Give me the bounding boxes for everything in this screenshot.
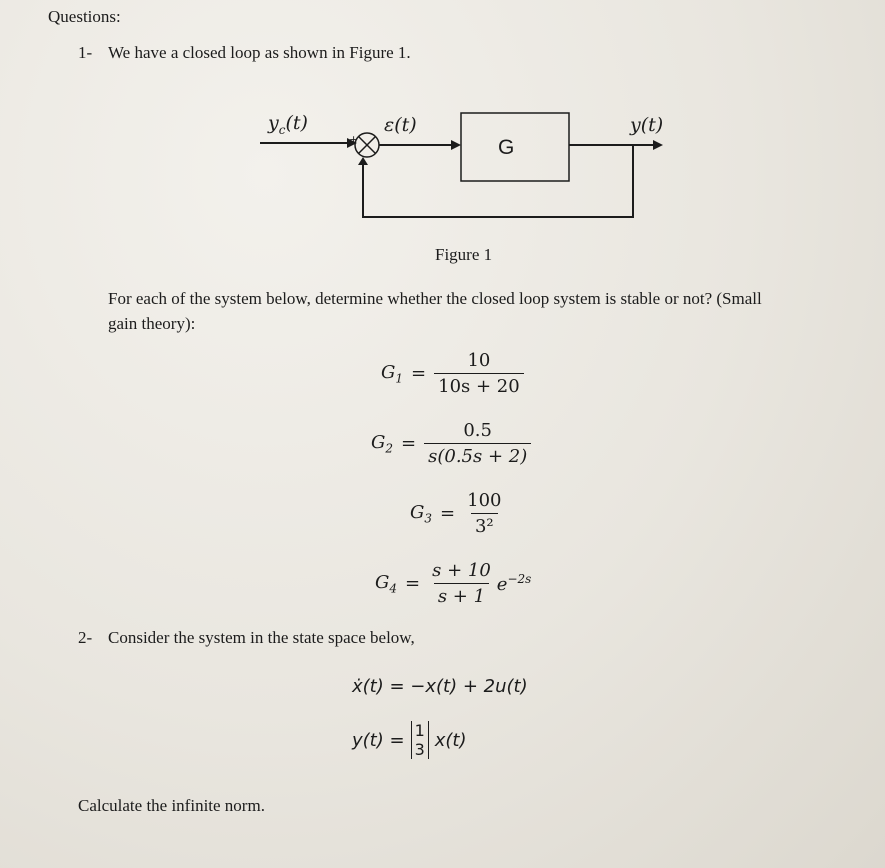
error-arrowhead bbox=[451, 140, 461, 150]
q1-prompt-line1: For each of the system below, determine whether the closed loop system is stable or not? (Small bbox=[108, 289, 762, 308]
q1-text: We have a closed loop as shown in Figure 1. bbox=[108, 43, 411, 62]
equation-g2: $G_2$ = $\frac{0.5}{s(0.5s + 2)}$ bbox=[371, 420, 531, 467]
q1-number: 1- bbox=[78, 43, 93, 62]
figure-caption: Figure 1 bbox=[435, 245, 493, 264]
questions-heading: Questions: bbox=[48, 7, 121, 26]
q2-number: 2- bbox=[78, 628, 93, 647]
input-signal-label: $y_c(t)$ bbox=[268, 112, 308, 137]
error-signal-label: ε(t) bbox=[384, 114, 417, 136]
summing-junction-icon bbox=[355, 133, 379, 157]
block-g-label: G bbox=[498, 136, 515, 159]
output-arrowhead bbox=[653, 140, 663, 150]
q1-prompt-line2: gain theory): bbox=[108, 314, 196, 333]
q2-text: Consider the system in the state space below, bbox=[108, 628, 415, 647]
output-equation: y(t) = 1 3 x(t) bbox=[352, 721, 467, 759]
equation-g4: $G_4$ = $\frac{s + 10}{s + 1}$ $e^{-2s}$ bbox=[375, 560, 532, 607]
q2-task: Calculate the infinite norm. bbox=[78, 796, 265, 815]
equation-g1: $G_1$ = $\frac{10}{10s + 20}$ bbox=[381, 350, 524, 397]
sum-plus-sign: + bbox=[349, 133, 359, 146]
output-signal-label: y(t) bbox=[630, 114, 664, 136]
block-g bbox=[461, 113, 569, 181]
figure-1-block-diagram bbox=[255, 105, 675, 230]
output-vector: 1 3 bbox=[411, 721, 429, 759]
feedback-arrowhead bbox=[358, 157, 368, 165]
state-equation: ẋ(t) = −x(t) + 2u(t) bbox=[352, 676, 528, 697]
equation-g3: $G_3$ = $\frac{100}{\text{3²}}$ bbox=[410, 490, 502, 537]
